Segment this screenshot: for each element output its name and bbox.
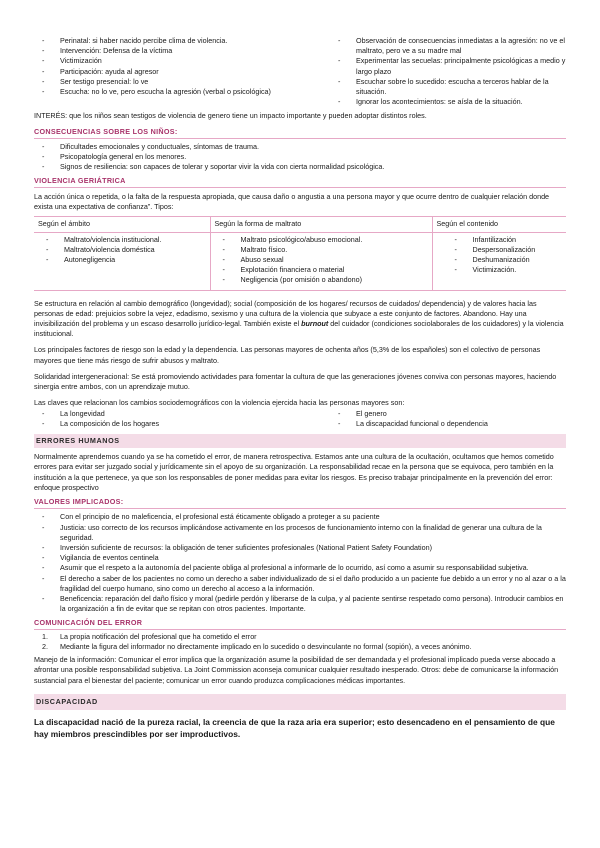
list-item: - Participación: ayuda al agresor (34, 67, 304, 77)
consecuencias-list (34, 142, 566, 173)
list-item: - Ser testigo presencial: lo ve (34, 77, 304, 87)
intro-left-list (34, 36, 304, 108)
burnout-term: burnout (301, 319, 329, 329)
intro-roles (34, 36, 566, 108)
list-item: - Psicopatología general en los menores. (34, 152, 566, 162)
list-item: - Infantilización (447, 235, 563, 245)
list-item: - La longevidad (34, 409, 304, 419)
geriatrica-paragraph-3: Solidaridad intergeneracional: Se está promoviendo actividades para fomentar la cultura de que las generaciones jóvenes conviva con personas mayores, haciendo sinergia entre ambos, con un aprendizaje mutuo. (34, 371, 557, 392)
list-item: - Maltrato físico. (215, 245, 428, 255)
geriatrica-intro: La acción única o repetida, o la falta de la respuesta apropiada, que causa daño o angustia a una persona mayor y que ocurre dentro de cualquier relación donde exista una expectativa de confianza”. Tipos: (34, 191, 550, 212)
valores-heading: VALORES IMPLICADOS: (34, 496, 566, 509)
list-item: - La composición de los hogares (34, 419, 304, 429)
list-item: - Perinatal: si haber nacido percibe clima de violencia. (34, 36, 304, 46)
list-item: - Maltrato/violencia institucional. (38, 235, 206, 245)
interes-paragraph: INTERÉS: que los niños sean testigos de violencia de genero tiene un impacto importante y pueden adoptar distintos roles. (34, 110, 427, 120)
valores-list (34, 512, 566, 614)
document-page (34, 36, 566, 740)
table-header-ambito: Según el ámbito (34, 217, 210, 232)
ambito-list (38, 235, 206, 266)
item-number: 1. (42, 631, 48, 641)
list-item: - Asumir que el respeto a la autonomía del paciente obliga al profesional a informarle de lo ocurrido, así como a asumir su responsabilidad subjetiva. (34, 563, 566, 573)
list-item: - La discapacidad funcional o dependencia (330, 419, 566, 429)
comunicacion-paragraph: Manejo de la información: Comunicar el error implica que la organización asume la posibilidad de ser demandada y el profesional implicado pueda verse abocado a afrontar una posible responsabilidad subjetiva. La Joint Commission aconseja comunicar cualquier resultado inesperado. Otros: debe de comunicarse la información sustancial para el bienestar del paciente; comunicar un error cuando produzca complicaciones médicas importantes. (34, 655, 559, 685)
claves-right-list (330, 409, 566, 429)
list-item: - Experimentar las secuelas: principalmente psicológicas a medio y largo plazo (330, 56, 566, 76)
claves-left-list (34, 409, 304, 429)
list-item: - Maltrato/violencia doméstica (38, 245, 206, 255)
list-item: - Deshumanización (447, 255, 563, 265)
list-item: - El derecho a saber de los pacientes no como un derecho a saber individualizado de si el daño producido a un paciente fue debido a un error y no al azar o a la fragilidad del cuerpo humano, sino como un derecho al acceso a la información. (34, 574, 566, 594)
table-header-contenido: Según el contenido (432, 217, 566, 232)
item-number: 2. (42, 641, 48, 651)
list-item: - Escucha: no lo ve, pero escucha la agresión (verbal o psicológica) (34, 87, 304, 97)
claves-list (34, 409, 566, 429)
list-item: - Inversión suficiente de recursos: la obligación de tener suficientes profesionales (National Patient Safety Foundation) (34, 543, 566, 553)
list-item: - Victimización. (447, 265, 563, 275)
list-item: - Autonegligencia (38, 255, 206, 265)
violence-types-table (34, 216, 566, 290)
comunicacion-list (34, 632, 566, 652)
contenido-list (437, 235, 563, 276)
forma-list (215, 235, 428, 286)
item-text: La propia notificación del profesional que ha cometido el error (60, 631, 257, 641)
geriatrica-heading: VIOLENCIA GERIÁTRICA (34, 175, 566, 188)
list-item: - Escuchar sobre lo sucedido: escucha a terceros hablar de la situación. (330, 77, 566, 97)
list-item: - Dificultades emocionales y conductuales, síntomas de trauma. (34, 142, 566, 152)
item-text: Mediante la figura del informador no directamente implicado en lo sucedido o desvinculante no formal (sopión), a veces anónimo. (60, 641, 472, 651)
table-cell-contenido (432, 232, 566, 290)
discapacidad-heading: DISCAPACIDAD (34, 694, 566, 710)
list-item: - Negligencia (por omisión o abandono) (215, 275, 428, 285)
list-item: - El genero (330, 409, 566, 419)
errores-heading: ERRORES HUMANOS (34, 434, 566, 448)
list-item: - Intervención: Defensa de la víctima (34, 46, 304, 56)
numbered-item (34, 642, 566, 652)
table-cell-ambito (34, 232, 210, 290)
table-header-forma: Según la forma de maltrato (210, 217, 432, 232)
list-item: - Signos de resiliencia: son capaces de tolerar y soportar vivir la vida con cierta normalidad psicológica. (34, 162, 566, 172)
list-item: - Maltrato psicológico/abuso emocional. (215, 235, 428, 245)
list-item: - Beneficencia: reparación del daño físico y moral (pedirle perdón y liberarse de la culpa, y al paciente sentirse respetado como persona). Introducir cambios en la organización a fin de evitar que se repitan con otros pacientes. Importante. (34, 594, 566, 614)
table-cell-forma (210, 232, 432, 290)
list-item: - Despersonalización (447, 245, 563, 255)
intro-right-list (330, 36, 566, 108)
geriatrica-paragraph-2: Los principales factores de riesgo son la edad y la dependencia. Las personas mayores de ochenta años (5,3% de los españoles) son el colectivo de personas mayores que tiene más riesgo de sufrir abusos y maltrato. (34, 345, 541, 365)
consecuencias-heading: CONSECUENCIAS SOBRE LOS NIÑOS: (34, 126, 566, 139)
list-item: - Vigilancia de eventos centinela (34, 553, 566, 563)
numbered-item (34, 632, 566, 642)
list-item: - Explotación financiera o material (215, 265, 428, 275)
comunicacion-heading: COMUNICACIÓN DEL ERROR (34, 617, 566, 630)
list-item: - Observación de consecuencias inmediatas a la agresión: no ve el maltrato, pero ve a su madre mal (330, 36, 566, 56)
list-item: - Abuso sexual (215, 255, 428, 265)
list-item: - Con el principio de no maleficencia, el profesional está éticamente obligado a proteger a su paciente (34, 512, 566, 522)
geriatrica-paragraph-1: Se estructura en relación al cambio demográfico (longevidad); social (composición de los hogares/ recursos de cuidados/ dependencia) y de valores hacia las personas de edad: prejuicios sobre la vejez, edadismo, sexismo y una cultura de la violencia que subyace a este conjunto de factores. Abandono. Hay una invisibilización del problema y un escaso desarrollo jurídico-legal. También existe el burnout del cuidador (condiciones sociolaborales de los cuidadores) y la violencia institucional. (34, 298, 564, 339)
list-item: - Victimización (34, 56, 304, 66)
list-item: - Justicia: uso correcto de los recursos implicándose activamente en los procesos de funcionamiento interno con la finalidad de generar una cultura de la seguridad. (34, 523, 566, 543)
list-item: - Ignorar los acontecimientos: se aísla de la situación. (330, 97, 566, 107)
errores-paragraph: Normalmente aprendemos cuando ya se ha cometido el error, de manera retrospectiva. Estamos ante una cultura de la ocultación, ocultamos que hemos cometido errores para evitar ser juzgado social y jurídicamente sin el apoyo de su organización. La responsabilidad recae en la persona que se equivoca, pero también en la institución a la que pertenece, ya que son los responsables de poner medidas para evitar los riesgos. Es preciso trabajar principalmente en la prevención del error: enfoque prospectivo (34, 452, 554, 492)
discapacidad-paragraph: La discapacidad nació de la pureza racial, la creencia de que la raza aria era superior; esto desencadeno en el pensamiento de que hay miembros prescindibles por ser improductivos. (34, 717, 555, 740)
geriatrica-paragraph-4: Las claves que relacionan los cambios sociodemográficos con la violencia ejercida hacia las personas mayores son: (34, 398, 405, 408)
